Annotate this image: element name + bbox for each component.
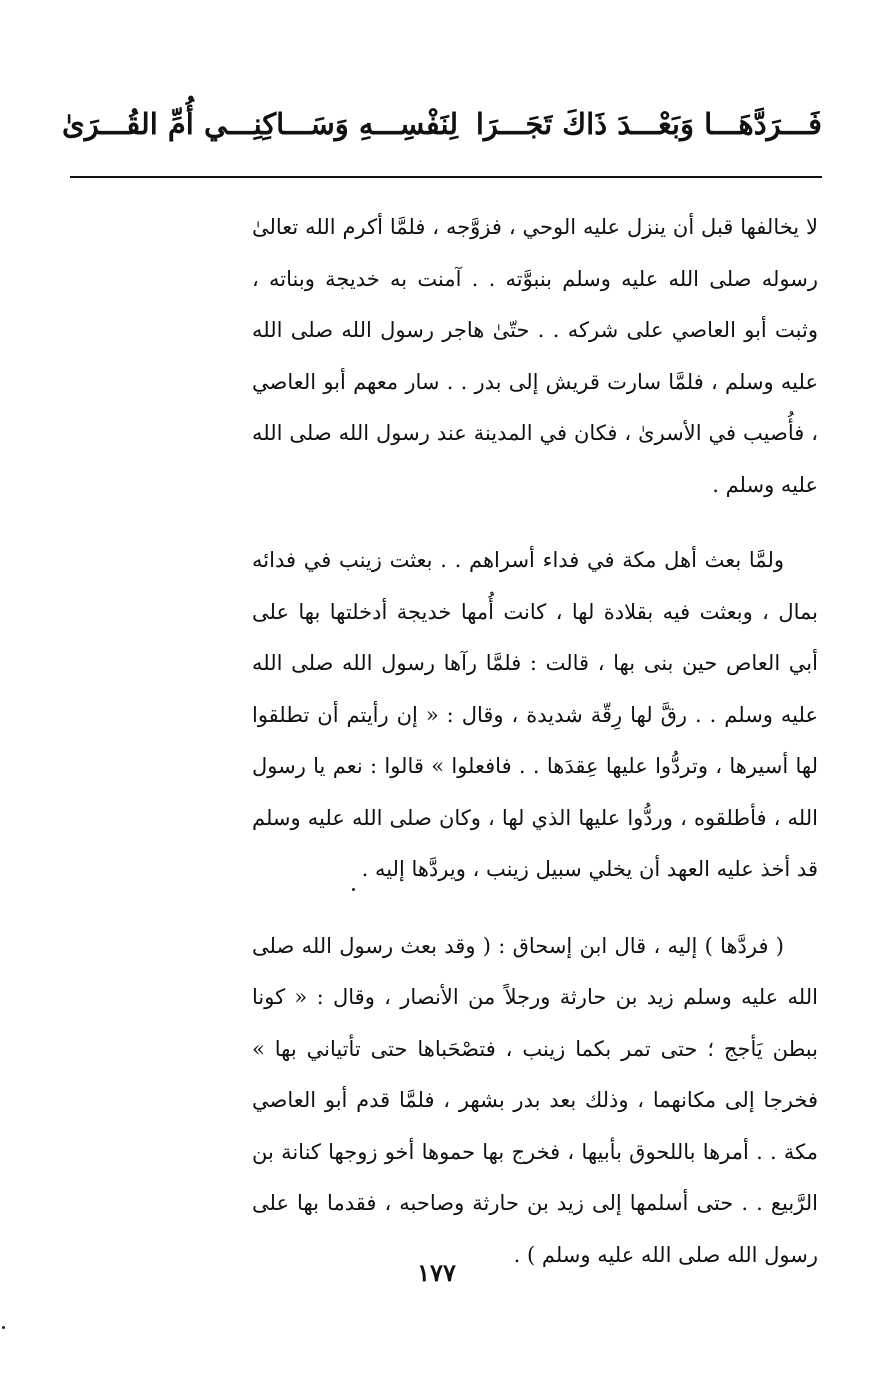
verse-second-hemistich: لِنَفْسِـــهِ وَسَـــاكِنِـــي أُمِّ القُـــرَىٰ (62, 107, 459, 141)
print-speck (2, 1326, 5, 1329)
print-speck (352, 888, 355, 891)
paragraph-1: لا يخالفها قبل أن ينزل عليه الوحي ، فزوَّجه ، فلمَّا أكرم الله تعالىٰ رسوله صلى الله عليه وسلم بنبوَّته . . آمنت به خديجة وبناته ، وثبت أبو العاصي على شركه . . حتّىٰ هاجر رسول الله صلى الله عليه وسلم ، فلمَّا سارت قريش إلى بدر . . سار معهم أبو العاصي ، فأُصيب في الأسرىٰ ، فكان في المدينة عند رسول الله صلى الله عليه وسلم . (252, 215, 818, 497)
paragraph-3: ( فردَّها ) إليه ، قال ابن إسحاق : ( وقد بعث رسول الله صلى الله عليه وسلم زيد بن حارثة ورجلاً من الأنصار ، وقال : « كونا ببطن يَأجج ؛ حتى تمر بكما زينب ، فتصْحَباها حتى تأتياني بها » فخرجا إلى مكانهما ، وذلك بعد بدر بشهر ، فلمَّا قدم أبو العاصي مكة . . أمرها باللحوق بأبيها ، فخرج بها حموها أخو زوجها كنانة بن الرَّبيع . . حتى أسلمها إلى زيد بن حارثة وصاحبه ، فقدما بها على رسول الله صلى الله عليه وسلم ) . (252, 933, 818, 1267)
verse-first-hemistich: فَـــرَدَّهَـــا وَبَعْـــدَ ذَاكَ تَجَـــرَا (475, 107, 822, 141)
paragraph-2: ولمَّا بعث أهل مكة في فداء أسراهم . . بعثت زينب في فدائه بمال ، وبعثت فيه بقلادة لها ، كانت أُمها خديجة أدخلتها بها على أبي العاص حين بنى بها ، قالت : فلمَّا رآها رسول الله صلى الله عليه وسلم . . رقَّ لها رِقّة شديدة ، وقال : « إن رأيتم أن تطلقوا لها أسيرها ، وتردُّوا عليها عِقدَها . . فافعلوا » قالوا : نعم يا رسول الله ، فأطلقوه ، وردُّوا عليها الذي لها ، وكان صلى الله عليه وسلم قد أخذ عليه العهد أن يخلي سبيل زينب ، ويردَّها إليه . (252, 548, 818, 881)
page-number: ١٧٧ (417, 1258, 456, 1287)
verse-header (62, 92, 822, 156)
header-divider (70, 176, 822, 178)
commentary-text (252, 202, 818, 1281)
